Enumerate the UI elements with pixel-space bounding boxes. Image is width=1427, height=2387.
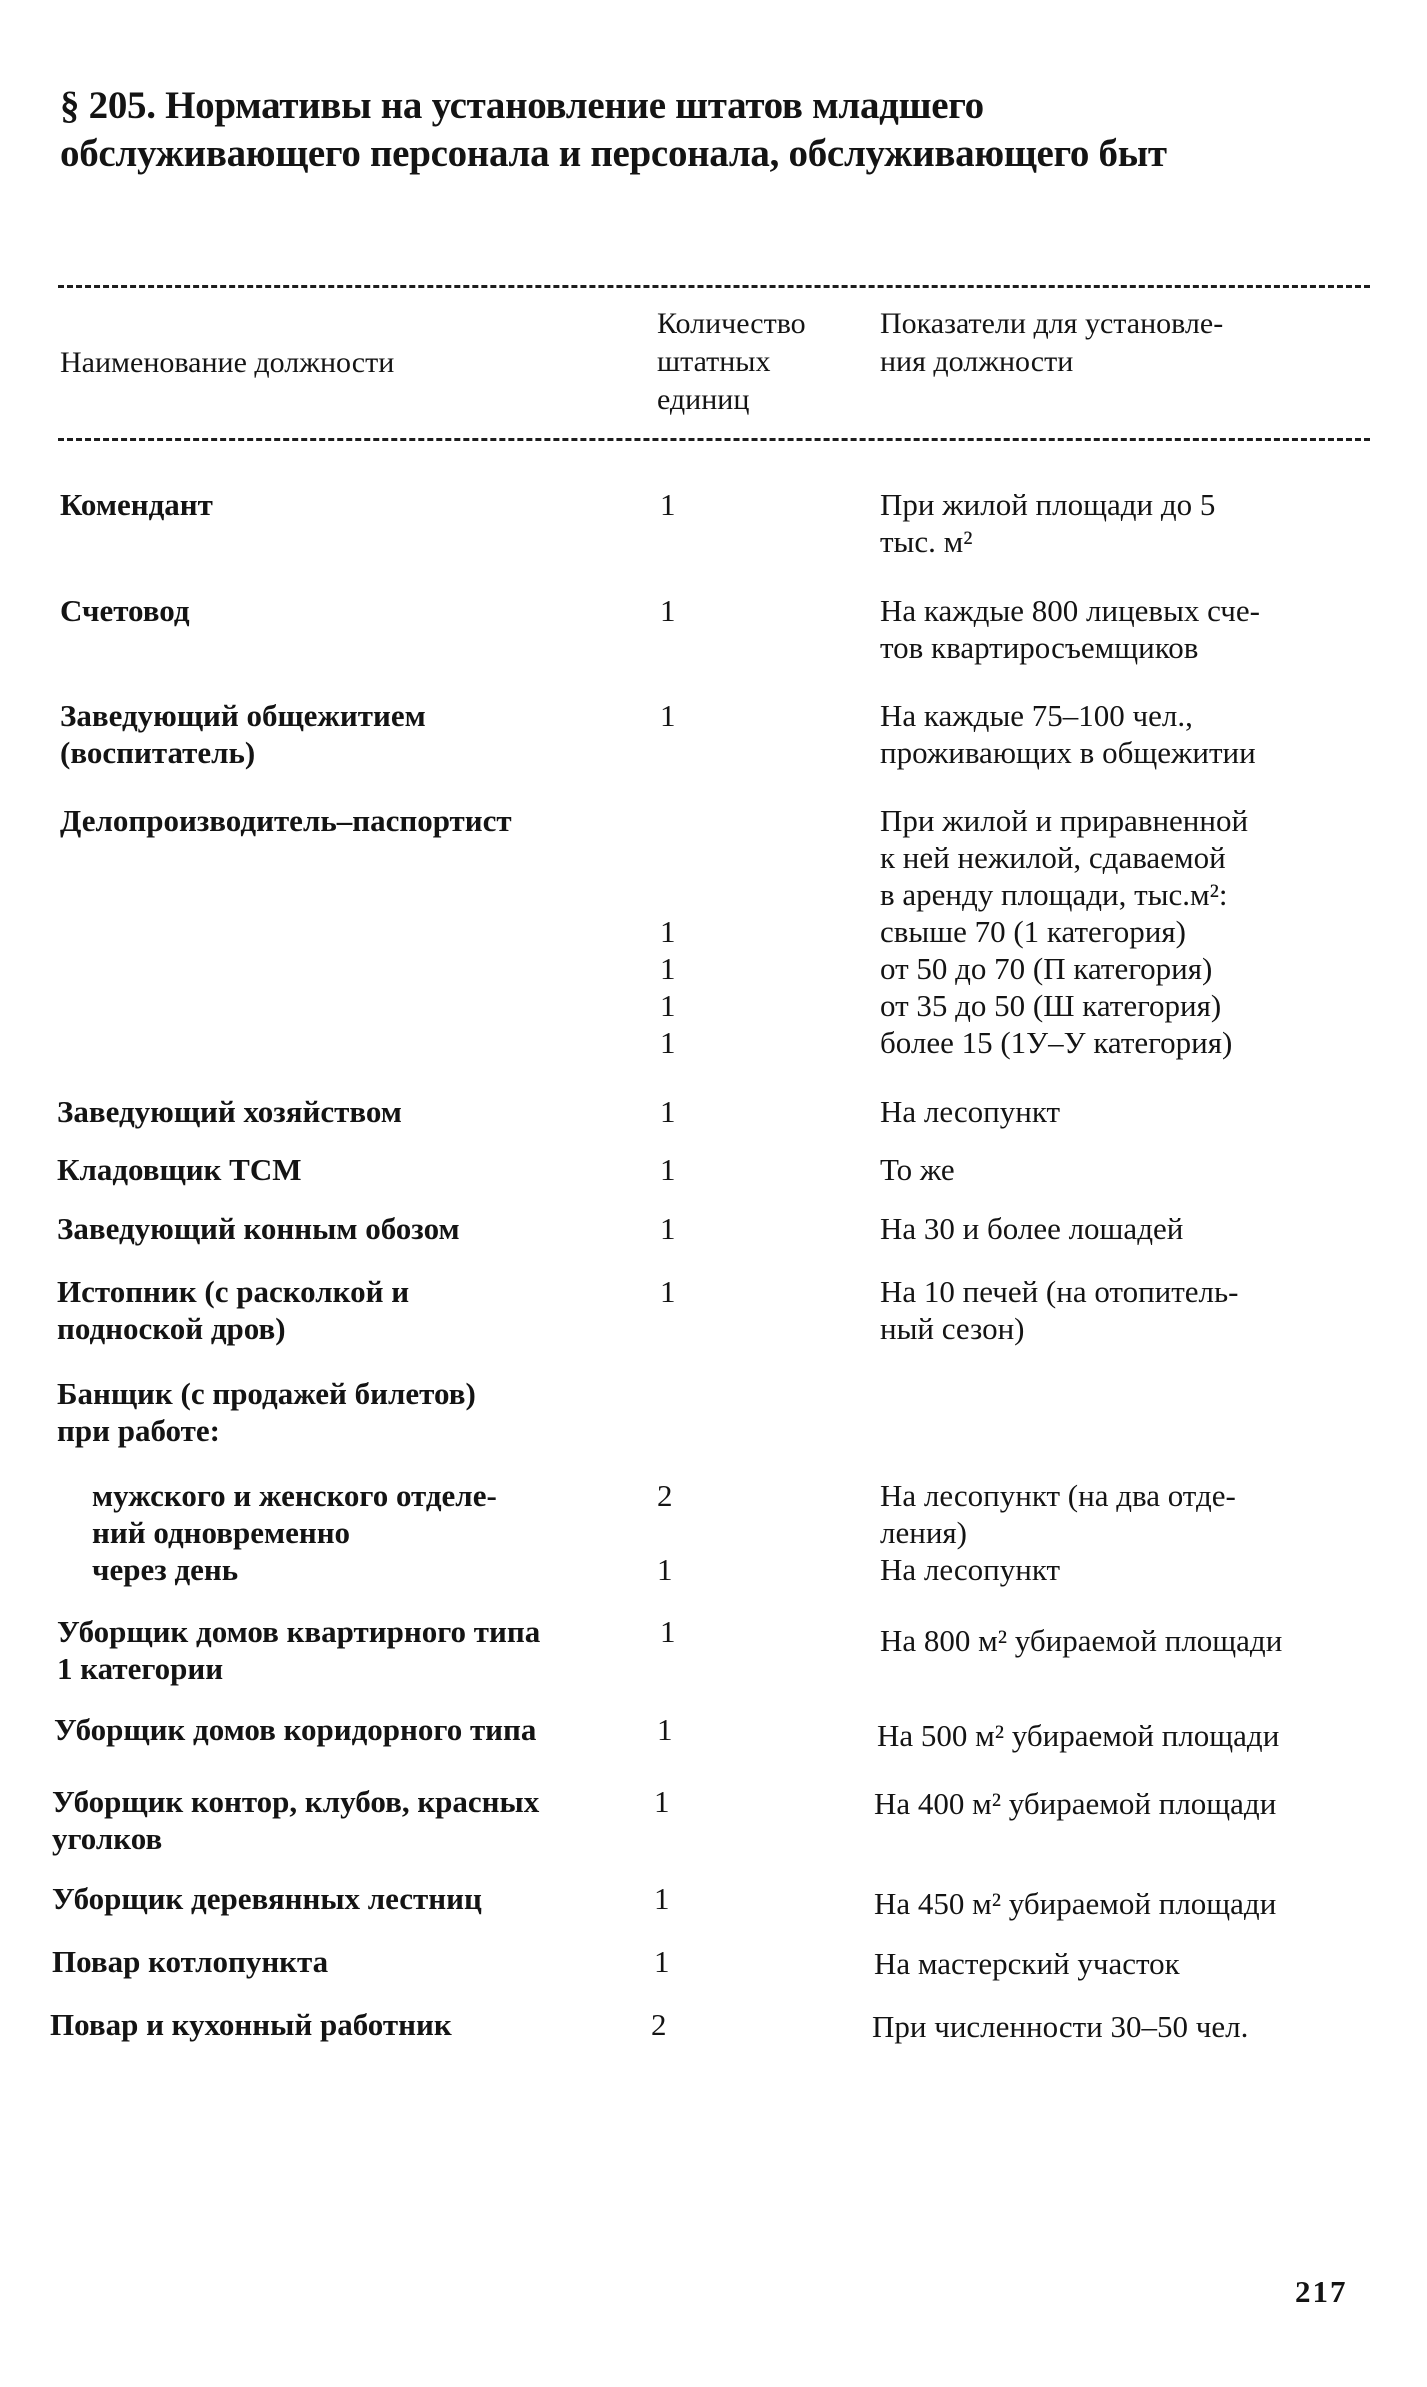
row-indicator-line: от 50 до 70 (П категория) — [880, 951, 1213, 986]
title-line-1: § 205. Нормативы на установление штатов младшего — [60, 84, 984, 127]
row-position-line: Заведующий общежитием — [60, 698, 426, 733]
table-header-rule — [58, 438, 1370, 441]
row-position-line: уголков — [52, 1821, 163, 1856]
row-indicator — [880, 592, 1260, 666]
row-qty — [660, 1151, 700, 1188]
row-indicator-line: тыс. м² — [880, 524, 973, 559]
row-qty — [660, 1210, 700, 1247]
row-qty-line: 1 — [660, 951, 676, 986]
row-qty — [651, 2006, 691, 2043]
row-indicator-line: То же — [880, 1152, 955, 1187]
row-position — [57, 1210, 460, 1247]
row-indicator — [872, 2008, 1248, 2045]
row-qty-line — [660, 839, 700, 876]
row-qty-line: 1 — [660, 988, 676, 1023]
row-indicator-line: На каждые 800 лицевых сче- — [880, 593, 1260, 628]
row-indicator-line: На 30 и более лошадей — [880, 1211, 1184, 1246]
row-position — [52, 1943, 328, 1980]
row-indicator — [880, 1273, 1238, 1347]
row-indicator — [880, 1210, 1183, 1247]
row-indicator-line: На лесопункт — [880, 1552, 1061, 1587]
row-qty — [654, 1783, 694, 1820]
row-indicator-line: от 35 до 50 (Ш категория) — [880, 988, 1222, 1023]
row-position — [60, 486, 213, 523]
header-indicator-line: ния должности — [880, 345, 1074, 378]
row-indicator-line: На 500 м² убираемой площади — [877, 1718, 1280, 1753]
row-indicator-line: На лесопункт — [880, 1094, 1061, 1129]
row-indicator-line: На 800 м² убираемой площади — [880, 1623, 1283, 1658]
row-qty-line: 1 — [654, 1881, 670, 1916]
row-position-line: мужского и женского отделе- — [92, 1478, 497, 1513]
row-qty-line: 1 — [654, 1784, 670, 1819]
row-qty — [660, 802, 700, 1061]
row-position — [57, 1375, 476, 1449]
row-position — [60, 802, 512, 839]
row-qty-line — [657, 1514, 697, 1551]
row-indicator-line: При жилой и приравненной — [880, 803, 1249, 838]
row-indicator — [874, 1885, 1276, 1922]
row-qty-line: 1 — [660, 698, 676, 733]
row-qty-line: 2 — [651, 2007, 667, 2042]
row-position — [57, 1273, 409, 1347]
row-qty — [657, 1711, 697, 1748]
row-indicator — [880, 697, 1256, 771]
row-indicator-line: На 10 печей (на отопитель- — [880, 1274, 1239, 1309]
row-indicator-line: ный сезон) — [880, 1311, 1025, 1346]
row-indicator-line: в аренду площади, тыс.м²: — [880, 877, 1228, 912]
row-qty-line: 1 — [660, 593, 676, 628]
row-position — [92, 1477, 497, 1588]
row-position — [60, 697, 426, 771]
row-position-line: Уборщик домов коридорного типа — [54, 1712, 537, 1747]
row-indicator — [880, 1093, 1060, 1130]
row-position — [57, 1613, 540, 1687]
row-indicator — [874, 1785, 1276, 1822]
row-indicator-line: На каждые 75–100 чел., — [880, 698, 1193, 733]
row-indicator — [880, 486, 1215, 560]
row-qty — [654, 1880, 694, 1917]
row-position-line: Повар и кухонный работник — [50, 2007, 452, 2042]
row-indicator — [874, 1945, 1180, 1982]
row-qty — [654, 1943, 694, 1980]
row-qty-line: 1 — [660, 914, 676, 949]
row-position — [52, 1880, 482, 1917]
row-position — [60, 592, 190, 629]
row-position — [52, 1783, 539, 1857]
row-position-line: ний одновременно — [92, 1515, 351, 1550]
row-position-line: Заведующий конным обозом — [57, 1211, 460, 1246]
row-indicator — [880, 1622, 1282, 1659]
table-top-rule — [58, 285, 1370, 288]
row-position-line: Уборщик деревянных лестниц — [52, 1881, 482, 1916]
row-position-line: при работе: — [57, 1413, 220, 1448]
row-qty-line: 1 — [657, 1712, 673, 1747]
row-qty-line — [660, 802, 700, 839]
row-position — [50, 2006, 452, 2043]
row-indicator-line: проживающих в общежитии — [880, 735, 1256, 770]
row-position-line: Счетовод — [60, 593, 190, 628]
row-indicator — [880, 1477, 1236, 1588]
header-position: Наименование должности — [60, 346, 395, 379]
row-indicator-line: свыше 70 (1 категория) — [880, 914, 1186, 949]
row-position-line: Делопроизводитель–паспортист — [60, 803, 512, 838]
row-qty-line: 2 — [657, 1478, 673, 1513]
page-number: 217 — [1295, 2274, 1348, 2309]
row-qty-line: 1 — [660, 487, 676, 522]
row-indicator-line: более 15 (1У–У категория) — [880, 1025, 1233, 1060]
header-qty-line: Количество — [657, 307, 806, 340]
row-position-line: Повар котлопункта — [52, 1944, 329, 1979]
row-indicator — [880, 802, 1248, 1061]
row-indicator-line: При жилой площади до 5 — [880, 487, 1216, 522]
row-position-line: Заведующий хозяйством — [57, 1094, 402, 1129]
header-qty — [657, 305, 806, 419]
row-qty — [657, 1477, 697, 1588]
row-indicator-line: ления) — [880, 1515, 967, 1550]
row-position — [57, 1151, 302, 1188]
row-indicator — [877, 1717, 1279, 1754]
row-indicator-line: На 450 м² убираемой площади — [874, 1886, 1277, 1921]
header-indicator-line: Показатели для установле- — [880, 307, 1224, 340]
row-position-line: Банщик (с продажей билетов) — [57, 1376, 476, 1411]
row-indicator — [880, 1151, 955, 1188]
row-qty-line: 1 — [660, 1094, 676, 1129]
row-position-line: Комендант — [60, 487, 213, 522]
row-qty-line: 1 — [657, 1552, 673, 1587]
header-qty-line: единиц — [657, 383, 750, 416]
row-qty — [660, 1613, 700, 1650]
row-qty — [660, 697, 700, 734]
page-title — [60, 82, 1360, 178]
row-qty — [660, 1093, 700, 1130]
row-indicator-line: На мастерский участок — [874, 1946, 1180, 1981]
row-indicator-line: При численности 30–50 чел. — [872, 2009, 1249, 2044]
row-qty — [660, 486, 700, 523]
row-position — [57, 1093, 402, 1130]
row-position-line: через день — [92, 1552, 239, 1587]
row-qty-line: 1 — [660, 1025, 676, 1060]
row-position-line: 1 категории — [57, 1651, 224, 1686]
row-position — [54, 1711, 536, 1748]
row-position-line: Кладовщик ТСМ — [57, 1152, 302, 1187]
row-position-line: подноской дров) — [57, 1311, 286, 1346]
row-qty — [660, 592, 700, 629]
row-indicator-line: На лесопункт (на два отде- — [880, 1478, 1236, 1513]
row-qty-line: 1 — [654, 1944, 670, 1979]
header-indicator — [880, 305, 1223, 381]
row-qty-line: 1 — [660, 1152, 676, 1187]
row-qty-line: 1 — [660, 1211, 676, 1246]
row-qty-line — [660, 876, 700, 913]
row-position-line: Истопник (с расколкой и — [57, 1274, 410, 1309]
row-indicator-line: На 400 м² убираемой площади — [874, 1786, 1277, 1821]
row-indicator-line: к ней нежилой, сдаваемой — [880, 840, 1226, 875]
row-position-line: (воспитатель) — [60, 735, 256, 770]
row-indicator-line: тов квартиросъемщиков — [880, 630, 1199, 665]
header-qty-line: штатных — [657, 345, 771, 378]
row-position-line: Уборщик домов квартирного типа — [57, 1614, 541, 1649]
row-qty — [660, 1273, 700, 1310]
row-position-line: Уборщик контор, клубов, красных — [52, 1784, 540, 1819]
row-qty-line: 1 — [660, 1274, 676, 1309]
title-line-2: обслуживающего персонала и персонала, обслуживающего быт — [60, 132, 1167, 175]
row-qty-line: 1 — [660, 1614, 676, 1649]
